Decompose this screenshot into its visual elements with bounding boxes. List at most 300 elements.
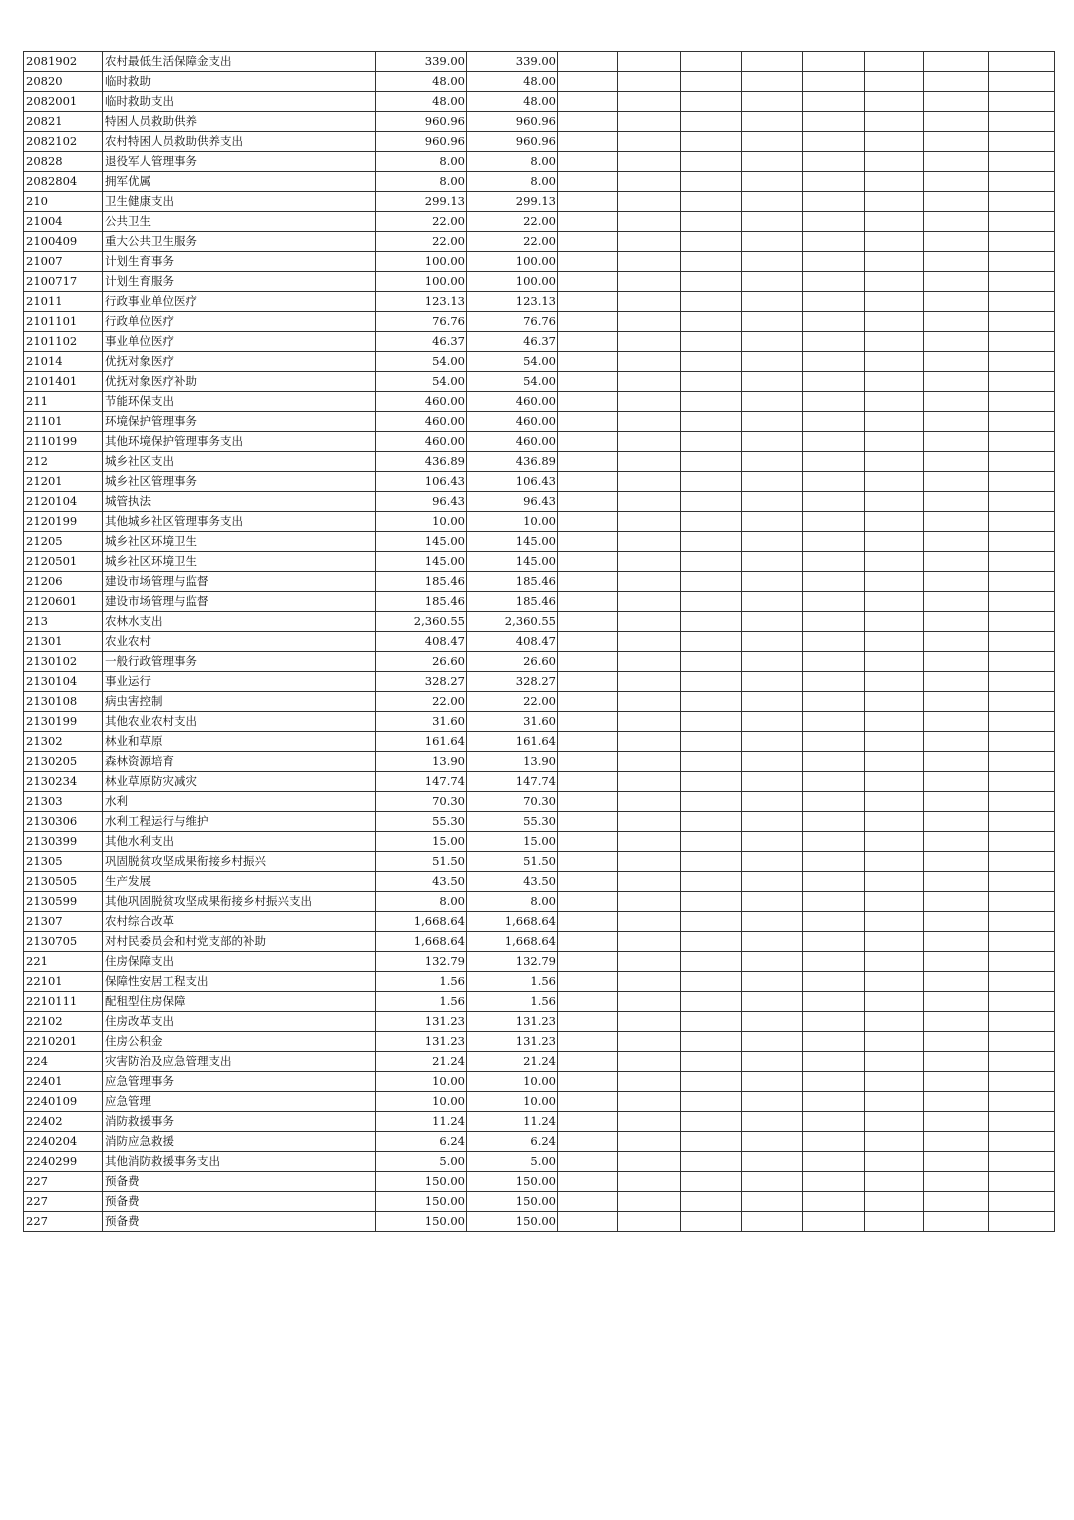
cell-empty <box>865 812 924 832</box>
cell-empty <box>618 452 681 472</box>
cell-empty <box>681 732 742 752</box>
table-row <box>24 952 1055 972</box>
cell-empty <box>803 572 865 592</box>
cell-name: 城乡社区支出 <box>103 452 376 472</box>
cell-empty <box>681 1092 742 1112</box>
cell-total: 5.00 <box>376 1152 467 1172</box>
cell-total: 460.00 <box>376 432 467 452</box>
cell-basic: 339.00 <box>467 52 558 72</box>
cell-empty <box>681 612 742 632</box>
cell-empty <box>618 1032 681 1052</box>
cell-empty <box>558 1212 618 1232</box>
cell-empty <box>989 432 1055 452</box>
cell-empty <box>865 472 924 492</box>
cell-total: 436.89 <box>376 452 467 472</box>
cell-empty <box>865 1072 924 1092</box>
cell-empty <box>558 1072 618 1092</box>
cell-empty <box>618 512 681 532</box>
cell-code: 227 <box>24 1192 103 1212</box>
cell-empty <box>803 552 865 572</box>
cell-empty <box>681 632 742 652</box>
cell-empty <box>742 52 803 72</box>
cell-empty <box>558 452 618 472</box>
cell-empty <box>681 652 742 672</box>
cell-empty <box>989 552 1055 572</box>
cell-empty <box>924 492 989 512</box>
cell-code: 2130399 <box>24 832 103 852</box>
cell-empty <box>989 892 1055 912</box>
cell-empty <box>618 852 681 872</box>
cell-empty <box>742 692 803 712</box>
cell-empty <box>924 72 989 92</box>
cell-empty <box>803 212 865 232</box>
cell-empty <box>865 752 924 772</box>
cell-basic: 147.74 <box>467 772 558 792</box>
cell-empty <box>558 592 618 612</box>
table-row <box>24 312 1055 332</box>
cell-empty <box>681 192 742 212</box>
cell-code: 227 <box>24 1212 103 1232</box>
cell-empty <box>989 612 1055 632</box>
table-row <box>24 372 1055 392</box>
cell-empty <box>865 872 924 892</box>
cell-empty <box>558 692 618 712</box>
cell-empty <box>558 572 618 592</box>
table-row <box>24 1112 1055 1132</box>
table-row <box>24 732 1055 752</box>
cell-empty <box>618 892 681 912</box>
cell-code: 2082804 <box>24 172 103 192</box>
cell-basic: 10.00 <box>467 1072 558 1092</box>
cell-total: 76.76 <box>376 312 467 332</box>
cell-empty <box>742 972 803 992</box>
cell-empty <box>742 1052 803 1072</box>
cell-empty <box>681 292 742 312</box>
cell-empty <box>865 492 924 512</box>
cell-basic: 132.79 <box>467 952 558 972</box>
cell-empty <box>681 752 742 772</box>
cell-name: 保障性安居工程支出 <box>103 972 376 992</box>
cell-empty <box>742 372 803 392</box>
cell-total: 51.50 <box>376 852 467 872</box>
cell-code: 22101 <box>24 972 103 992</box>
cell-empty <box>924 1112 989 1132</box>
cell-empty <box>742 332 803 352</box>
cell-empty <box>618 932 681 952</box>
cell-name: 林业和草原 <box>103 732 376 752</box>
cell-empty <box>989 412 1055 432</box>
cell-empty <box>742 992 803 1012</box>
cell-empty <box>681 432 742 452</box>
cell-empty <box>618 872 681 892</box>
table-row <box>24 792 1055 812</box>
cell-empty <box>989 1132 1055 1152</box>
cell-basic: 8.00 <box>467 152 558 172</box>
cell-empty <box>681 412 742 432</box>
cell-empty <box>742 392 803 412</box>
cell-empty <box>618 152 681 172</box>
cell-total: 339.00 <box>376 52 467 72</box>
table-row <box>24 72 1055 92</box>
cell-empty <box>558 472 618 492</box>
cell-empty <box>618 772 681 792</box>
cell-empty <box>742 532 803 552</box>
cell-empty <box>924 472 989 492</box>
cell-empty <box>681 1172 742 1192</box>
cell-empty <box>989 832 1055 852</box>
cell-empty <box>618 972 681 992</box>
cell-empty <box>989 712 1055 732</box>
cell-code: 2130234 <box>24 772 103 792</box>
cell-empty <box>558 372 618 392</box>
cell-empty <box>803 852 865 872</box>
cell-code: 21305 <box>24 852 103 872</box>
cell-total: 13.90 <box>376 752 467 772</box>
cell-empty <box>558 52 618 72</box>
cell-empty <box>618 912 681 932</box>
cell-empty <box>558 872 618 892</box>
cell-empty <box>865 952 924 972</box>
cell-empty <box>924 232 989 252</box>
cell-empty <box>803 112 865 132</box>
cell-empty <box>803 72 865 92</box>
table-row <box>24 692 1055 712</box>
cell-empty <box>865 412 924 432</box>
cell-code: 213 <box>24 612 103 632</box>
cell-name: 水利工程运行与维护 <box>103 812 376 832</box>
cell-empty <box>681 932 742 952</box>
cell-code: 21206 <box>24 572 103 592</box>
cell-empty <box>924 1192 989 1212</box>
table-row <box>24 752 1055 772</box>
cell-empty <box>865 312 924 332</box>
cell-empty <box>803 1212 865 1232</box>
cell-basic: 145.00 <box>467 552 558 572</box>
cell-name: 临时救助 <box>103 72 376 92</box>
budget-table <box>23 51 1055 1232</box>
cell-code: 21011 <box>24 292 103 312</box>
cell-empty <box>924 372 989 392</box>
cell-empty <box>924 612 989 632</box>
cell-empty <box>618 712 681 732</box>
cell-empty <box>681 112 742 132</box>
cell-empty <box>989 472 1055 492</box>
cell-basic: 1.56 <box>467 992 558 1012</box>
cell-basic: 46.37 <box>467 332 558 352</box>
cell-empty <box>618 72 681 92</box>
cell-empty <box>865 232 924 252</box>
table-row <box>24 652 1055 672</box>
cell-empty <box>803 912 865 932</box>
cell-code: 2120501 <box>24 552 103 572</box>
cell-empty <box>618 1092 681 1112</box>
cell-empty <box>681 972 742 992</box>
cell-empty <box>558 192 618 212</box>
cell-basic: 8.00 <box>467 172 558 192</box>
table-row <box>24 432 1055 452</box>
cell-empty <box>742 232 803 252</box>
cell-total: 8.00 <box>376 172 467 192</box>
cell-empty <box>803 412 865 432</box>
cell-empty <box>742 72 803 92</box>
cell-empty <box>989 72 1055 92</box>
cell-empty <box>989 212 1055 232</box>
cell-code: 2101101 <box>24 312 103 332</box>
cell-empty <box>989 512 1055 532</box>
cell-name: 灾害防治及应急管理支出 <box>103 1052 376 1072</box>
cell-basic: 460.00 <box>467 392 558 412</box>
cell-name: 城乡社区环境卫生 <box>103 532 376 552</box>
cell-empty <box>989 932 1055 952</box>
cell-empty <box>681 452 742 472</box>
cell-empty <box>989 1152 1055 1172</box>
cell-total: 31.60 <box>376 712 467 732</box>
cell-empty <box>989 992 1055 1012</box>
cell-empty <box>924 592 989 612</box>
cell-empty <box>742 832 803 852</box>
cell-name: 农村综合改革 <box>103 912 376 932</box>
cell-total: 106.43 <box>376 472 467 492</box>
cell-name: 重大公共卫生服务 <box>103 232 376 252</box>
cell-empty <box>558 1192 618 1212</box>
cell-empty <box>742 752 803 772</box>
cell-basic: 1,668.64 <box>467 932 558 952</box>
cell-basic: 150.00 <box>467 1192 558 1212</box>
cell-empty <box>618 52 681 72</box>
cell-empty <box>803 752 865 772</box>
cell-empty <box>989 912 1055 932</box>
cell-empty <box>742 1192 803 1212</box>
cell-basic: 22.00 <box>467 692 558 712</box>
cell-empty <box>618 552 681 572</box>
cell-empty <box>558 652 618 672</box>
cell-empty <box>865 1192 924 1212</box>
cell-basic: 408.47 <box>467 632 558 652</box>
cell-empty <box>742 472 803 492</box>
cell-empty <box>865 52 924 72</box>
cell-code: 211 <box>24 392 103 412</box>
cell-empty <box>681 872 742 892</box>
table-row <box>24 852 1055 872</box>
cell-empty <box>865 1092 924 1112</box>
cell-name: 环境保护管理事务 <box>103 412 376 432</box>
cell-code: 21014 <box>24 352 103 372</box>
cell-empty <box>989 392 1055 412</box>
cell-empty <box>742 812 803 832</box>
cell-empty <box>618 632 681 652</box>
cell-basic: 185.46 <box>467 592 558 612</box>
cell-empty <box>989 232 1055 252</box>
cell-empty <box>742 772 803 792</box>
table-row <box>24 1052 1055 1072</box>
cell-code: 2130599 <box>24 892 103 912</box>
cell-total: 960.96 <box>376 132 467 152</box>
cell-empty <box>989 372 1055 392</box>
cell-empty <box>865 1172 924 1192</box>
cell-empty <box>558 932 618 952</box>
cell-empty <box>681 52 742 72</box>
cell-empty <box>924 672 989 692</box>
cell-empty <box>618 532 681 552</box>
cell-empty <box>742 272 803 292</box>
cell-empty <box>865 432 924 452</box>
cell-name: 计划生育服务 <box>103 272 376 292</box>
cell-name: 优抚对象医疗补助 <box>103 372 376 392</box>
cell-empty <box>865 852 924 872</box>
cell-empty <box>681 692 742 712</box>
table-row <box>24 92 1055 112</box>
cell-empty <box>803 1172 865 1192</box>
cell-name: 预备费 <box>103 1212 376 1232</box>
cell-name: 行政单位医疗 <box>103 312 376 332</box>
cell-empty <box>865 372 924 392</box>
cell-empty <box>681 572 742 592</box>
cell-empty <box>681 1152 742 1172</box>
cell-empty <box>924 552 989 572</box>
table-row <box>24 112 1055 132</box>
cell-code: 21301 <box>24 632 103 652</box>
cell-empty <box>558 212 618 232</box>
cell-empty <box>618 672 681 692</box>
cell-empty <box>742 432 803 452</box>
cell-name: 城乡社区管理事务 <box>103 472 376 492</box>
cell-empty <box>924 752 989 772</box>
cell-total: 6.24 <box>376 1132 467 1152</box>
cell-empty <box>618 432 681 452</box>
cell-empty <box>618 812 681 832</box>
cell-name: 临时救助支出 <box>103 92 376 112</box>
cell-empty <box>618 732 681 752</box>
table-row <box>24 1132 1055 1152</box>
cell-empty <box>742 512 803 532</box>
cell-empty <box>618 492 681 512</box>
cell-code: 21201 <box>24 472 103 492</box>
cell-empty <box>924 392 989 412</box>
cell-empty <box>803 672 865 692</box>
cell-empty <box>989 112 1055 132</box>
cell-empty <box>558 1012 618 1032</box>
cell-basic: 145.00 <box>467 532 558 552</box>
cell-empty <box>558 532 618 552</box>
cell-empty <box>803 832 865 852</box>
cell-empty <box>742 952 803 972</box>
cell-empty <box>865 972 924 992</box>
cell-empty <box>924 872 989 892</box>
cell-name: 其他水利支出 <box>103 832 376 852</box>
cell-empty <box>558 952 618 972</box>
table-row <box>24 272 1055 292</box>
cell-empty <box>989 1072 1055 1092</box>
cell-code: 2100717 <box>24 272 103 292</box>
cell-empty <box>865 192 924 212</box>
cell-empty <box>618 372 681 392</box>
cell-empty <box>742 1092 803 1112</box>
cell-total: 96.43 <box>376 492 467 512</box>
cell-empty <box>924 1212 989 1232</box>
cell-empty <box>558 892 618 912</box>
cell-empty <box>803 732 865 752</box>
cell-empty <box>924 892 989 912</box>
cell-empty <box>989 1112 1055 1132</box>
cell-code: 2101401 <box>24 372 103 392</box>
cell-code: 20828 <box>24 152 103 172</box>
cell-empty <box>803 372 865 392</box>
cell-basic: 15.00 <box>467 832 558 852</box>
cell-empty <box>681 892 742 912</box>
cell-empty <box>803 932 865 952</box>
cell-empty <box>618 832 681 852</box>
cell-empty <box>803 452 865 472</box>
table-row <box>24 1032 1055 1052</box>
cell-basic: 55.30 <box>467 812 558 832</box>
cell-empty <box>742 132 803 152</box>
cell-empty <box>681 992 742 1012</box>
cell-empty <box>618 1172 681 1192</box>
cell-basic: 10.00 <box>467 512 558 532</box>
cell-empty <box>989 852 1055 872</box>
cell-empty <box>681 552 742 572</box>
cell-empty <box>989 172 1055 192</box>
cell-empty <box>865 1212 924 1232</box>
cell-empty <box>803 52 865 72</box>
cell-empty <box>989 152 1055 172</box>
cell-empty <box>681 1072 742 1092</box>
table-row <box>24 872 1055 892</box>
table-row <box>24 412 1055 432</box>
cell-empty <box>742 672 803 692</box>
cell-empty <box>558 552 618 572</box>
cell-code: 2130505 <box>24 872 103 892</box>
table-row <box>24 452 1055 472</box>
cell-total: 123.13 <box>376 292 467 312</box>
cell-empty <box>803 172 865 192</box>
cell-empty <box>681 492 742 512</box>
cell-empty <box>803 292 865 312</box>
cell-basic: 54.00 <box>467 372 558 392</box>
cell-empty <box>924 432 989 452</box>
cell-empty <box>742 1152 803 1172</box>
cell-basic: 131.23 <box>467 1012 558 1032</box>
table-row <box>24 612 1055 632</box>
cell-empty <box>803 992 865 1012</box>
cell-empty <box>558 72 618 92</box>
cell-empty <box>989 972 1055 992</box>
cell-empty <box>803 232 865 252</box>
cell-empty <box>681 352 742 372</box>
cell-empty <box>865 712 924 732</box>
table-row <box>24 132 1055 152</box>
cell-empty <box>924 712 989 732</box>
cell-empty <box>742 312 803 332</box>
cell-name: 建设市场管理与监督 <box>103 592 376 612</box>
cell-code: 20821 <box>24 112 103 132</box>
cell-name: 行政事业单位医疗 <box>103 292 376 312</box>
cell-total: 10.00 <box>376 1092 467 1112</box>
cell-total: 150.00 <box>376 1192 467 1212</box>
cell-empty <box>618 792 681 812</box>
cell-empty <box>865 1132 924 1152</box>
cell-empty <box>803 792 865 812</box>
cell-empty <box>989 732 1055 752</box>
cell-empty <box>742 292 803 312</box>
cell-empty <box>681 172 742 192</box>
cell-name: 住房改革支出 <box>103 1012 376 1032</box>
cell-empty <box>618 652 681 672</box>
cell-empty <box>558 732 618 752</box>
cell-empty <box>681 532 742 552</box>
cell-empty <box>681 92 742 112</box>
cell-total: 161.64 <box>376 732 467 752</box>
